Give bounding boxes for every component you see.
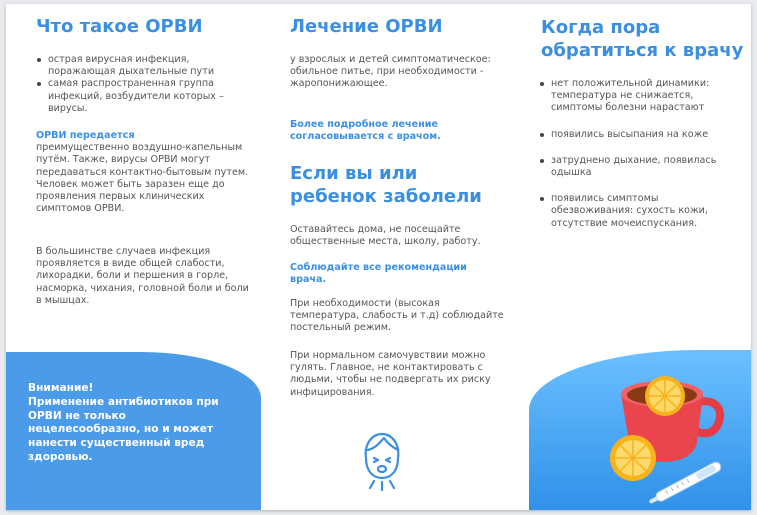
what-is-orvi-title: Что такое ОРВИ xyxy=(36,16,203,37)
sneezing-face-icon xyxy=(354,424,410,496)
list-item: нет положительной динамики: температура не снижается, симптомы болезни нарастают xyxy=(537,78,742,115)
thermometer-icon xyxy=(643,459,733,507)
treatment-text: у взрослых и детей симптоматическое: обильное питье, при необходимости - жаропонижающее. xyxy=(290,54,491,90)
column-when-to-see-doctor xyxy=(523,4,751,510)
list-item: появились высыпания на коже xyxy=(537,129,742,141)
column-treatment xyxy=(268,4,523,510)
treatment-details-note: Более подробное лечение согласовывается с врачом. xyxy=(290,119,441,143)
walk-text: При нормальном самочувствии можно гулять. Главное, не контактировать с людьми, чтобы не подвергать их риску инфицирования. xyxy=(290,350,491,398)
transmission-heading: ОРВИ передается xyxy=(36,130,135,141)
list-item: острая вирусная инфекция, поражающая дыхательные пути xyxy=(34,54,256,78)
bed-rest-text: При необходимости (высокая температура, слабость и т.д) соблюдайте постельный режим. xyxy=(290,298,504,334)
list-item: затруднено дыхание, появилась одышка xyxy=(537,155,742,179)
orvi-definition-list xyxy=(34,54,256,115)
column-what-is-orvi xyxy=(6,4,268,510)
transmission-section xyxy=(36,130,254,215)
doctor-reasons-list xyxy=(537,78,742,230)
if-ill-title: Если вы или ребенок заболели xyxy=(290,163,482,207)
transmission-text: преимущественно воздушно-капельным путём. Также, вирусы ОРВИ могут передаваться контактно-бытовым путем. Человек может быть заразен еще до проявления первых клинических симптомов ОРВИ. xyxy=(36,142,249,215)
when-to-see-doctor-title: Когда пора обратиться к врачу xyxy=(541,17,744,61)
symptoms-text: В большинстве случаев инфекция проявляется в виде общей слабости, лихорадки, боли и першения в горле, насморка, чихания, головной боли и боли в мышцах. xyxy=(36,246,249,306)
list-item: появились симптомы обезвоживания: сухость кожи, отсутствие мочеиспускания. xyxy=(537,193,742,230)
brochure-sheet xyxy=(6,4,751,510)
antibiotics-warning: Внимание! Применение антибиотиков при ОРВИ не только нецелесообразно, но и может нанести существенный вред здоровью. xyxy=(28,382,219,463)
stay-home-text: Оставайтесь дома, не посещайте общественные места, школу, работу. xyxy=(290,224,481,248)
list-item: самая распространенная группа инфекций, возбудители которых – вирусы. xyxy=(34,78,256,115)
treatment-title: Лечение ОРВИ xyxy=(290,16,443,37)
follow-recommendations: Соблюдайте все рекомендации врача. xyxy=(290,262,467,286)
